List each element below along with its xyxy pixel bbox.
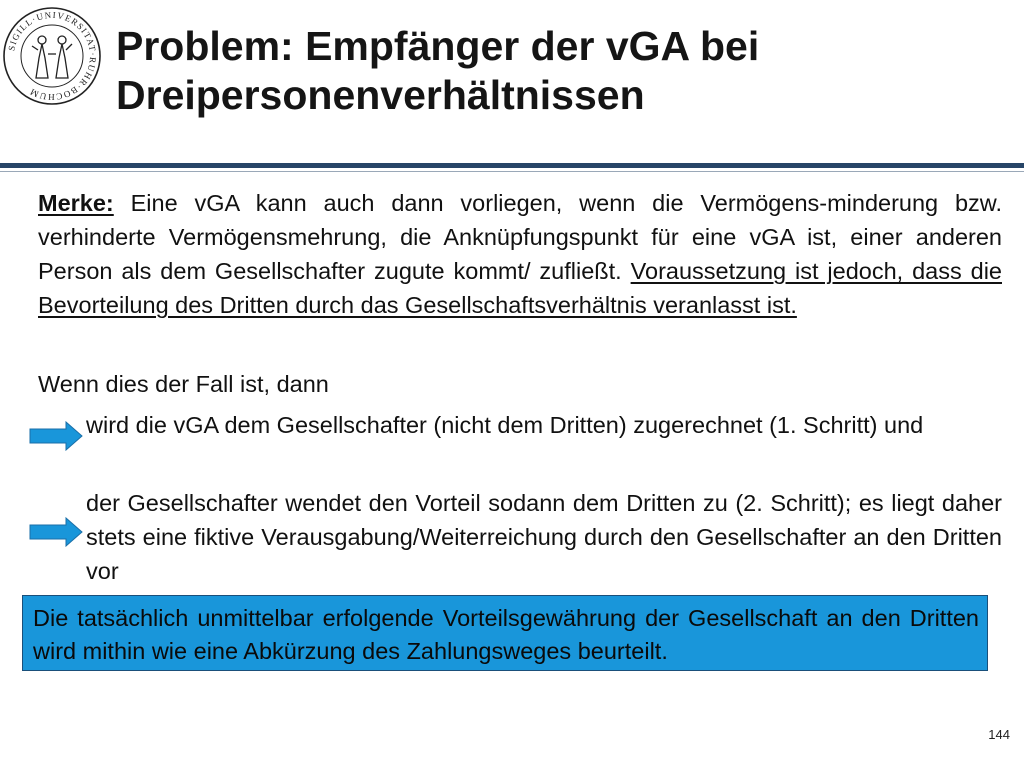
arrow-right-icon xyxy=(28,421,84,451)
merke-label: Merke: xyxy=(38,190,114,216)
title-divider xyxy=(0,163,1024,168)
merke-text: Eine vGA kann auch dann vorliegen, wenn die Vermögens-minderung bzw. verhinderte Vermögensmehrung, die Anknüpfungspunkt für eine vGA ist, einer anderen Person als dem Gesellschafter zugute kommt/ zufließt. xyxy=(38,190,1002,284)
bullet-step-2: der Gesellschafter wendet den Vorteil sodann dem Dritten zu (2. Schritt); es liegt daher stets eine fiktive Verausgabung/Weiterreichung durch den Gesellschafter an den Dritten vor xyxy=(86,490,1002,584)
page-number: 144 xyxy=(988,727,1010,742)
merke-condition: Voraussetzung ist jedoch, dass die Bevorteilung des Dritten durch das Gesellschaftsverhältnis veranlasst ist. xyxy=(38,258,1002,318)
university-seal-logo xyxy=(2,6,102,106)
seal-text: SIGILL·UNIVERSITAT·RUHR·BOCHUM xyxy=(6,9,99,103)
condition-intro: Wenn dies der Fall ist, dann xyxy=(38,371,329,397)
bullet-step-1: wird die vGA dem Gesellschafter (nicht dem Dritten) zugerechnet (1. Schritt) und xyxy=(86,412,924,438)
merke-paragraph xyxy=(38,186,1002,322)
arrow-right-icon xyxy=(28,517,84,547)
page-title: Problem: Empfänger der vGA bei Dreipersonenverhältnissen xyxy=(116,23,760,118)
highlight-box: Die tatsächlich unmittelbar erfolgende Vorteilsgewährung der Gesellschaft an den Dritten wird mithin wie eine Abkürzung des Zahlungsweges beurteilt. xyxy=(22,595,988,671)
title-divider-thin xyxy=(0,171,1024,172)
